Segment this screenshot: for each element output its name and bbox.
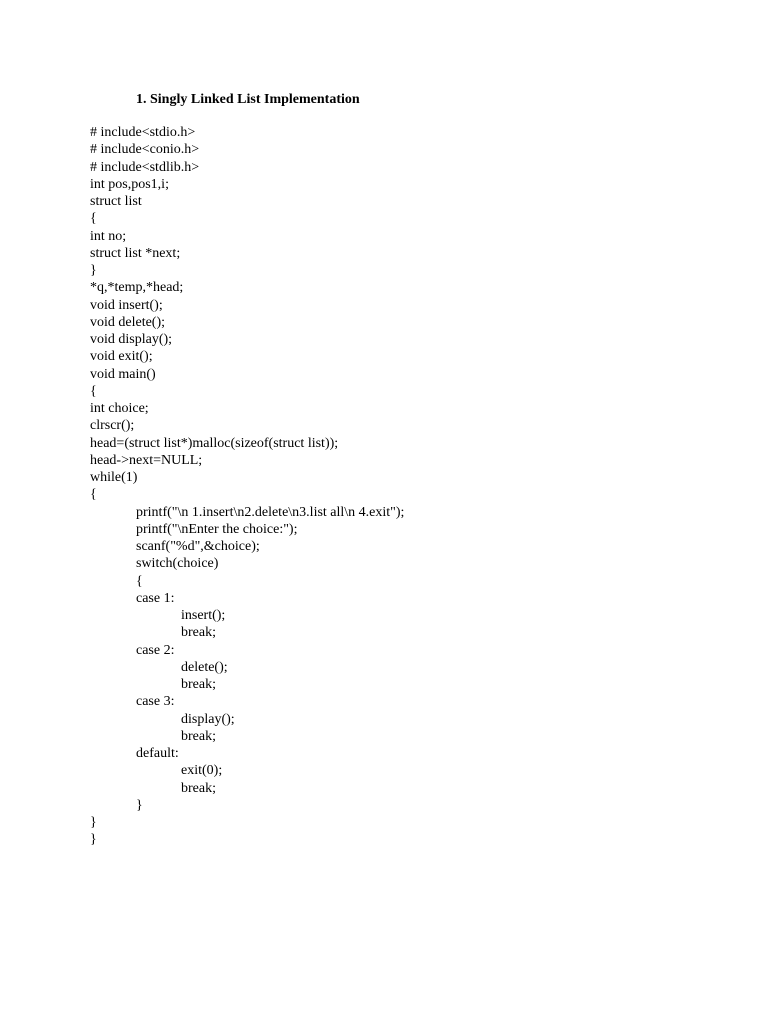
code-listing — [90, 124, 404, 849]
code-line: switch(choice) — [136, 556, 219, 572]
code-line: int choice; — [90, 401, 149, 416]
code-line: void delete(); — [90, 314, 166, 330]
code-line: case 2: — [136, 642, 175, 658]
code-line: display(); — [181, 711, 235, 727]
code-line: } — [90, 263, 97, 278]
code-line: int no; — [90, 228, 127, 244]
code-line: # include<stdlib.h> — [90, 159, 200, 175]
code-line: exit(0); — [181, 763, 223, 779]
code-line: void insert(); — [90, 297, 163, 313]
code-line: while(1) — [90, 470, 138, 485]
code-line: void display(); — [90, 332, 173, 347]
code-line: case 3: — [136, 694, 175, 710]
document-heading: 1. Singly Linked List Implementation — [136, 92, 360, 107]
code-line: insert(); — [181, 608, 226, 623]
code-line: case 1: — [136, 590, 175, 606]
code-line: printf("\n 1.insert\n2.delete\n3.list all\n 4.exit"); — [136, 504, 405, 520]
code-line: default: — [136, 746, 179, 761]
code-line: { — [90, 487, 97, 503]
code-line: # include<stdio.h> — [90, 125, 196, 140]
code-line: { — [90, 383, 97, 399]
code-line: head->next=NULL; — [90, 452, 203, 468]
code-line: *q,*temp,*head; — [90, 280, 184, 296]
code-line: head=(struct list*)malloc(sizeof(struct list)); — [90, 435, 339, 451]
code-line: scanf("%d",&choice); — [136, 539, 260, 554]
code-line: void exit(); — [90, 349, 153, 365]
code-line: } — [90, 815, 97, 830]
code-line: # include<conio.h> — [90, 142, 200, 158]
code-line: break; — [181, 625, 216, 641]
code-line: delete(); — [181, 659, 228, 675]
code-line: break; — [181, 780, 216, 796]
code-line: break; — [181, 728, 216, 744]
code-line: void main() — [90, 366, 156, 382]
code-line: } — [136, 797, 143, 813]
code-line: struct list *next; — [90, 245, 181, 261]
code-line: { — [136, 573, 143, 589]
code-line: printf("\nEnter the choice:"); — [136, 521, 298, 537]
code-line: } — [90, 832, 97, 848]
code-line: int pos,pos1,i; — [90, 176, 169, 192]
code-line: struct list — [90, 194, 142, 209]
code-line: clrscr(); — [90, 418, 135, 434]
code-line: break; — [181, 677, 216, 692]
code-line: { — [90, 211, 97, 227]
